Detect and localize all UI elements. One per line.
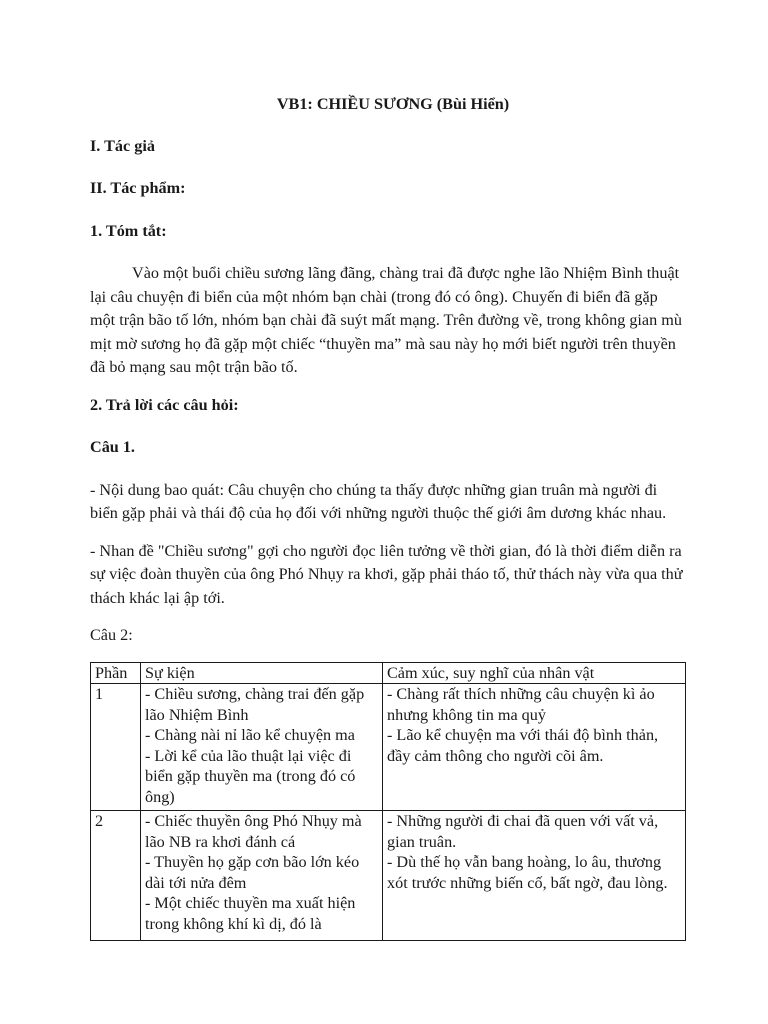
table-row: [91, 811, 686, 941]
feelings-cell: [383, 684, 686, 811]
part-cell: 2: [91, 811, 141, 941]
document-page: [90, 93, 686, 941]
feeling-line: - Dù thế họ vẫn bang hoàng, lo âu, thương xót trước những biến cố, bất ngờ, đau lòng.: [387, 853, 668, 892]
events-table: [90, 662, 686, 942]
answers-heading: 2. Trả lời các câu hỏi:: [90, 395, 239, 414]
question1-title-paragraph: - Nhan đề "Chiều sương" gợi cho người đọc liên tưởng về thời gian, đó là thời điểm diễn ra sự việc đoàn thuyền của ông Phó Nhụy ra khơi, gặp phải tháo tố, thử thách này vừa qua thử thách khác lại ập tới.: [90, 541, 683, 607]
feeling-line: - Lão kể chuyện ma với thái độ bình thản, đầy cảm thông cho người cõi âm.: [387, 726, 659, 765]
feeling-line: - Những người đi chai đã quen với vất vả, gian truân.: [387, 812, 659, 851]
events-cell: [141, 684, 383, 811]
events-cell: [141, 811, 383, 941]
event-line: - Thuyền họ gặp cơn bão lớn kéo dài tới nửa đêm: [145, 853, 360, 892]
header-feelings: Cảm xúc, suy nghĩ của nhân vật: [383, 662, 686, 684]
question2-heading: Câu 2:: [90, 626, 133, 644]
part-cell: 1: [91, 684, 141, 811]
header-events: Sự kiện: [141, 662, 383, 684]
summary-paragraph: Vào một buổi chiều sương lãng đãng, chàng trai đã được nghe lão Nhiệm Bình thuật lại câu chuyện đi biển của một nhóm bạn chài (trong đó có ông). Chuyến đi biển đã gặp một trận bão tố lớn, nhóm bạn chài đã suýt mất mạng. Trên đường về, trong không gian mù mịt mờ sương họ đã gặp một chiếc “thuyền ma” mà sau này họ mới biết người trên thuyền đã bỏ mạng sau một trận bão tố.: [90, 264, 682, 376]
question1-content-paragraph: - Nội dung bao quát: Câu chuyện cho chúng ta thấy được những gian truân mà người đi biển gặp phải và thái độ của họ đối với những người thuộc thế giới âm dương khác nhau.: [90, 480, 667, 522]
feeling-line: - Chàng rất thích những câu chuyện kì ảo nhưng không tin ma quỷ: [387, 685, 655, 724]
event-line: - Chiều sương, chàng trai đến gặp lão Nhiệm Bình: [145, 685, 365, 724]
header-part: Phần: [91, 662, 141, 684]
document-title: VB1: CHIỀU SƯƠNG (Bùi Hiển): [276, 95, 510, 113]
question1-heading: Câu 1.: [90, 438, 135, 456]
event-line: - Một chiếc thuyền ma xuất hiện trong không khí kì dị, đó là: [145, 894, 356, 933]
event-line: - Lời kể của lão thuật lại việc đi biển gặp thuyền ma (trong đó có ông): [145, 746, 356, 806]
table-header-row: [91, 662, 686, 684]
summary-heading: 1. Tóm tắt:: [90, 221, 167, 240]
table-row: [91, 684, 686, 811]
section-work-heading: II. Tác phẩm:: [90, 179, 186, 197]
feelings-cell: [383, 811, 686, 941]
event-line: - Chiếc thuyền ông Phó Nhụy mà lão NB ra khơi đánh cá: [145, 812, 362, 851]
section-author-heading: I. Tác giả: [90, 136, 155, 155]
event-line: - Chàng nài nỉ lão kể chuyện ma: [145, 726, 355, 744]
